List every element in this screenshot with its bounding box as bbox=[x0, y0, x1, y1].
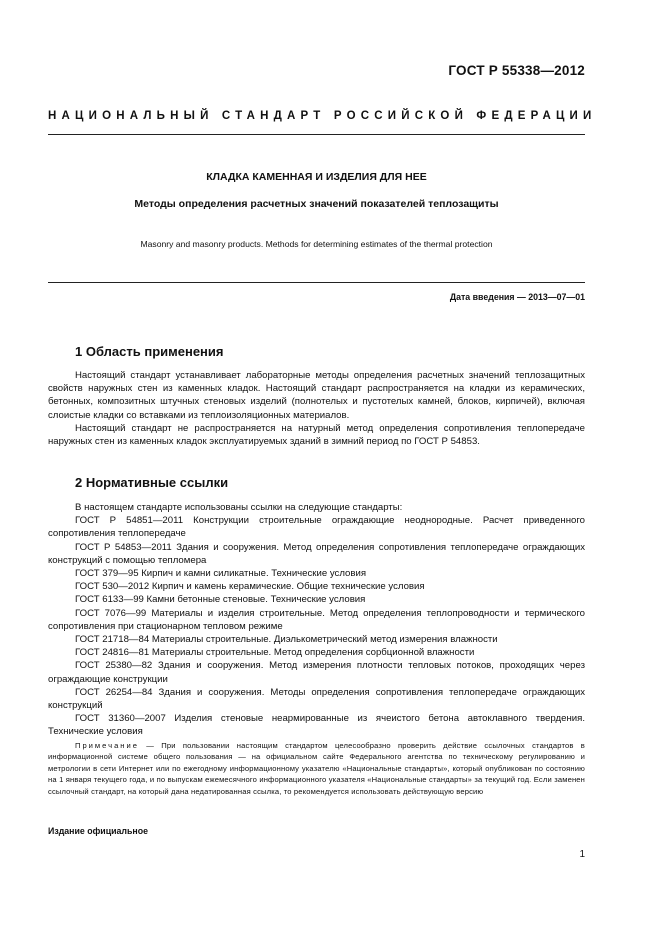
reference-item: ГОСТ 21718—84 Материалы строительные. Диэлькометрический метод измерения влажности bbox=[75, 634, 498, 646]
references-list bbox=[48, 501, 585, 739]
page-number: 1 bbox=[579, 849, 585, 860]
references-intro: В настоящем стандарте использованы ссылки на следующие стандарты: bbox=[75, 502, 403, 513]
header-divider bbox=[48, 134, 585, 135]
title-divider bbox=[48, 282, 585, 283]
english-title: Masonry and masonry products. Methods for determining estimates of the thermal protection bbox=[140, 239, 493, 249]
note-text: — При пользовании настоящим стандартом целесообразно проверить действие ссылочных стандартов в информационной системе общего пользования — на официальном сайте Федерального агентства по техническому регулированию и метрологии в сети Интернет или по ежегодному информационному указателю «Национальные стандарты», который опубликован по состоянию на 1 января текущего года, и по выпускам ежемесячного информационного указателя «Национальные стандарты» за текущий год. Если заменен ссылочный стандарт, на который дана недатированная ссылка, то рекомендуется использовать действующую версию bbox=[48, 741, 585, 796]
section-1-heading: 1 Область применения bbox=[75, 344, 224, 359]
note-label: Примечание bbox=[75, 741, 139, 750]
note-paragraph bbox=[48, 740, 585, 797]
section-1-paragraph: Настоящий стандарт устанавливает лабораторные методы определения расчетных значений теплозащитных свойств наружных стен из каменных кладок. Настоящий стандарт распространяется на кладки из керамических, бетонных, композитных штучных стеновых изделий (полнотелых и пустотелых камней, блоков, кирпичей), включая слоистые кладки со вставками из теплоизоляционных материалов. bbox=[48, 370, 585, 421]
note-block bbox=[48, 740, 585, 797]
document-subtitle: Методы определения расчетных значений показателей теплозащиты bbox=[134, 198, 499, 210]
document-title: КЛАДКА КАМЕННАЯ И ИЗДЕЛИЯ ДЛЯ НЕЕ bbox=[206, 171, 427, 183]
section-1-paragraph: Настоящий стандарт не распространяется на натурный метод определения сопротивления теплопередаче наружных стен из каменных кладок эксплуатируемых зданий в зимний период по ГОСТ Р 54853. bbox=[48, 422, 585, 448]
reference-item: ГОСТ 379—95 Кирпич и камни силикатные. Технические условия bbox=[75, 568, 367, 580]
national-standard-banner: НАЦИОНАЛЬНЫЙ СТАНДАРТ РОССИЙСКОЙ ФЕДЕРАЦИИ bbox=[48, 110, 597, 122]
reference-item: ГОСТ 25380—82 Здания и сооружения. Метод измерения плотности тепловых потоков, проходящих через ограждающие конструкции bbox=[48, 660, 585, 685]
reference-item: ГОСТ Р 54851—2011 Конструкции строительные ограждающие неоднородные. Расчет приведенного сопротивления теплопередаче bbox=[48, 515, 585, 540]
official-edition-label: Издание официальное bbox=[48, 826, 148, 836]
reference-item: ГОСТ 6133—99 Камни бетонные стеновые. Технические условия bbox=[75, 594, 366, 606]
section-2-heading: 2 Нормативные ссылки bbox=[75, 475, 229, 490]
introduction-date: Дата введения — 2013—07—01 bbox=[449, 292, 585, 302]
reference-item: ГОСТ 7076—99 Материалы и изделия строительные. Метод определения теплопроводности и термического сопротивления при стационарном тепловом режиме bbox=[48, 607, 585, 632]
section-1-body bbox=[48, 369, 585, 448]
reference-item: ГОСТ 24816—81 Материалы строительные. Метод определения сорбционной влажности bbox=[75, 647, 475, 659]
reference-item: ГОСТ 31360—2007 Изделия стеновые неармированные из ячеистого бетона автоклавного твердения. Технические условия bbox=[48, 713, 585, 738]
reference-item: ГОСТ 26254—84 Здания и сооружения. Методы определения сопротивления теплопередаче ограждающих конструкций bbox=[48, 686, 585, 712]
reference-item: ГОСТ Р 54853—2011 Здания и сооружения. Метод определения сопротивления теплопередаче ограждающих конструкций с помощью тепломера bbox=[48, 541, 585, 566]
reference-item: ГОСТ 530—2012 Кирпич и камень керамические. Общие технические условия bbox=[75, 581, 425, 593]
document-code: ГОСТ Р 55338—2012 bbox=[448, 63, 585, 78]
